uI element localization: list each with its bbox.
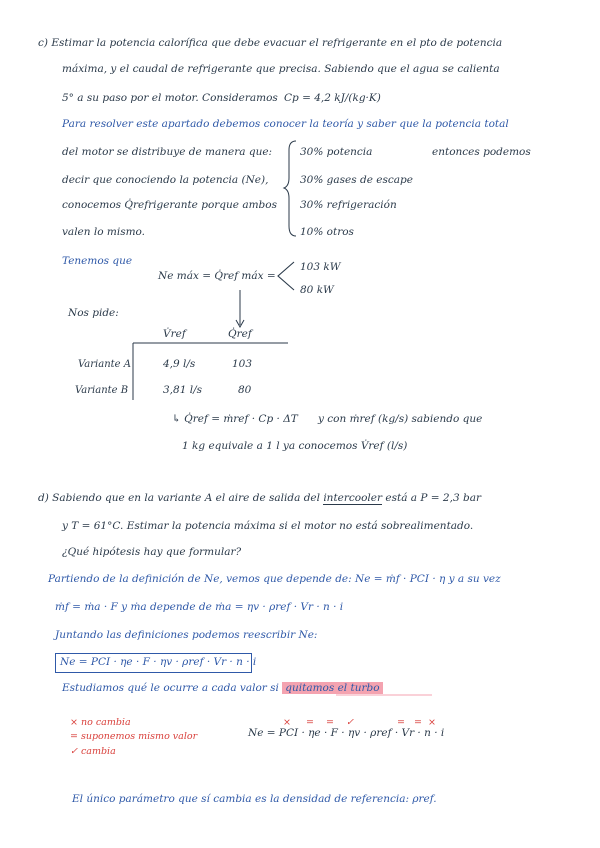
table-cell-vref: 4,9 l/s [163, 358, 196, 370]
mark-eta-e: = [306, 717, 314, 728]
entonces-text: entonces podemos [432, 146, 531, 158]
ne-max-value-a: 103 kW [300, 261, 341, 273]
ne-max-value-b: 80 kW [300, 284, 334, 296]
mark-pci: × [283, 717, 291, 728]
q-ref-formula: ↳ Q̇ref = ṁref · Cp · ΔT [172, 413, 298, 425]
table-cell-qref: 80 [238, 384, 252, 396]
equivalence-line: 1 kg equivale a 1 l ya conocemos V̇ref (l/s) [182, 440, 408, 452]
mark-vr: = [397, 717, 405, 728]
intercooler-keyword: intercooler [323, 492, 383, 504]
answer-d-line2: ṁf = ṁa · F y ṁa depende de ṁa = ηv · ρref · Vr · n · i [55, 601, 344, 613]
nos-pide-text: Nos pide: [68, 307, 119, 319]
mark-eta-v: ✓ [346, 717, 354, 728]
answer-c-line1: Para resolver este apartado debemos conocer la teoría y saber que la potencia total [62, 118, 509, 130]
annotated-equation: Ne = PCI · ηe · F · ηv · ρref · Vr · n · i [248, 727, 445, 739]
dist-item-potencia: 30% potencia [300, 146, 373, 158]
tenemos-text: Tenemos que [62, 255, 133, 267]
conclusion-line: El único parámetro que sí cambia es la densidad de referencia: ρref. [72, 793, 437, 805]
table-row-label: Variante B [75, 385, 129, 396]
mark-f: = [326, 717, 334, 728]
q-ref-formula-tail: y con ṁref (kg/s) sabiendo que [318, 413, 483, 425]
answer-c-line2: del motor se distribuye de manera que: [62, 146, 273, 158]
answer-d-line1: Partiendo de la definición de Ne, vemos que depende de: Ne = ṁf · PCI · η y a su vez [48, 573, 501, 585]
dist-item-otros: 10% otros [300, 226, 354, 238]
answer-c-line3: decir que conociendo la potencia (Ne), [62, 174, 269, 186]
legend-no-cambia: × no cambia [70, 717, 131, 728]
section-c-line2: máxima, y el caudal de refrigerante que precisa. Sabiendo que el agua se calienta [62, 63, 500, 75]
cp-value: Cp = 4,2 kJ/(kg·K) [284, 92, 381, 104]
dist-item-refrigeracion: 30% refrigeración [300, 199, 397, 211]
answer-c-line5: valen lo mismo. [62, 226, 146, 238]
legend-cambia: ✓ cambia [70, 746, 116, 757]
table-header-qref: Q̇ref [228, 328, 252, 340]
table-header-vref: V̇ref [163, 328, 186, 340]
ne-max-equation: Ne máx = Q̇ref máx = [158, 270, 276, 282]
answer-d-line3: Juntando las definiciones podemos reescribir Ne: [55, 629, 318, 641]
answer-c-line4: conocemos Q̇refrigerante porque ambos [62, 199, 277, 211]
boxed-equation: Ne = PCI · ηe · F · ηv · ρref · Vr · n · i [60, 656, 257, 668]
distribution-brace [284, 141, 296, 236]
dist-item-gases: 30% gases de escape [300, 174, 413, 186]
section-d-line2: y T = 61°C. Estimar la potencia máxima si el motor no está sobrealimentado. [62, 520, 474, 532]
table-cell-qref: 103 [232, 358, 253, 370]
mark-i: × [428, 717, 436, 728]
section-c-line1: c) Estimar la potencia calorífica que debe evacuar el refrigerante en el pto de potencia [38, 37, 503, 49]
legend-mismo-valor: = suponemos mismo valor [70, 731, 198, 742]
angle-bracket [278, 262, 294, 290]
quitamos-turbo-highlight: quitamos el turbo [282, 682, 382, 694]
section-d-line1-post: está a P = 2,3 bar [385, 492, 481, 504]
section-c-line3: 5° a su paso por el motor. Consideramos [62, 92, 278, 104]
section-d-line1-pre: d) Sabiendo que en la variante A el aire de salida del [38, 492, 320, 504]
study-line-pre: Estudiamos qué le ocurre a cada valor si [62, 682, 279, 694]
section-d-line3: ¿Qué hipótesis hay que formular? [62, 546, 242, 558]
mark-n: = [414, 717, 422, 728]
table-cell-vref: 3,81 l/s [163, 384, 203, 396]
table-row-label: Variante A [78, 359, 131, 370]
